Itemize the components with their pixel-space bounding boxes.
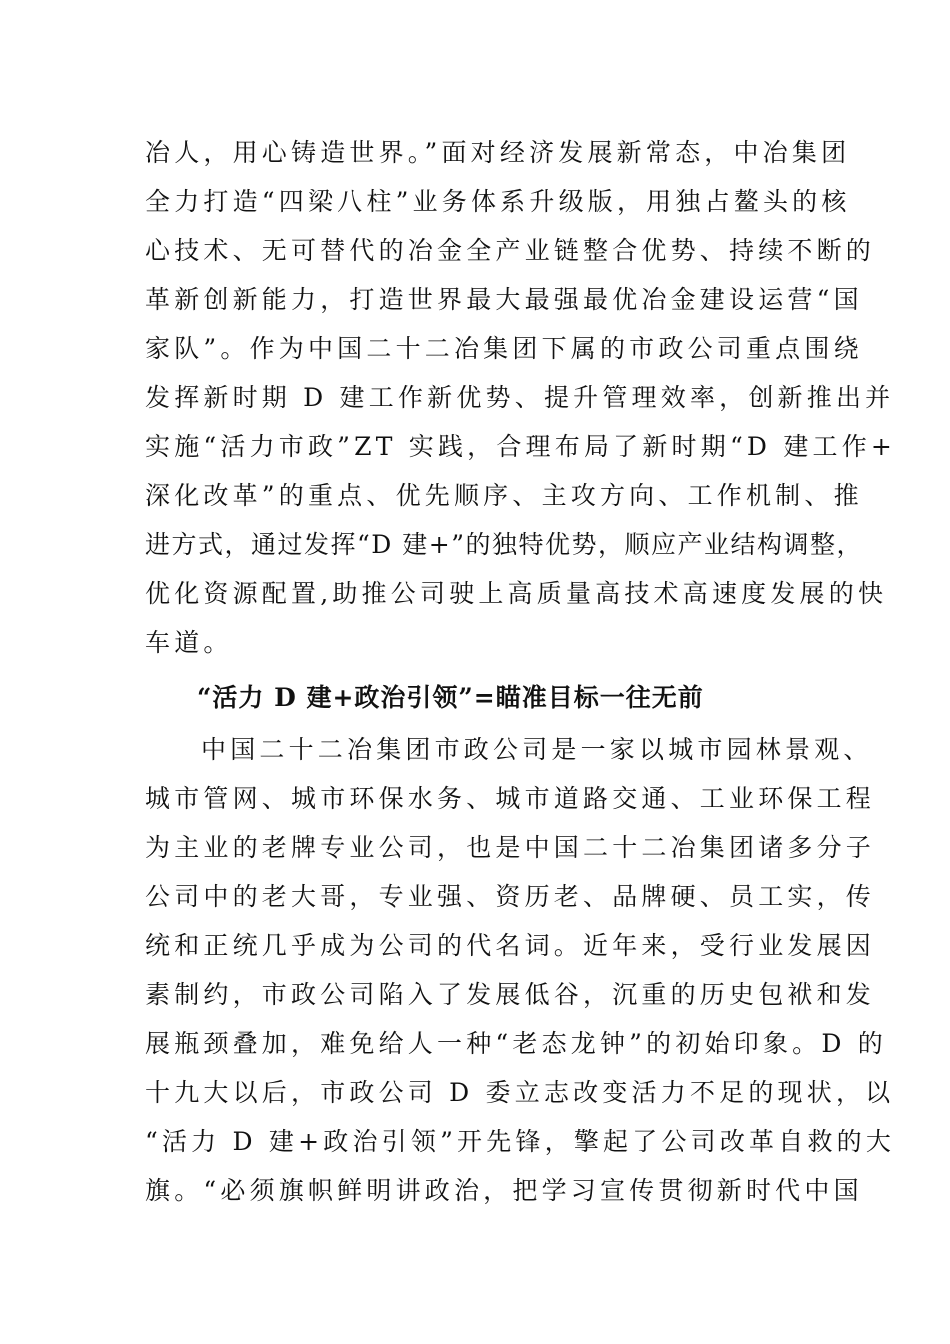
paragraph-1-line: 发挥新时期 D 建工作新优势、提升管理效率，创新推出并 (145, 383, 895, 412)
paragraph-2-line: 素制约，市政公司陷入了发展低谷，沉重的历史包袱和发 (145, 980, 876, 1009)
paragraph-2-line: 中国二十二冶集团市政公司是一家以城市园林景观、 (201, 735, 873, 764)
paragraph-1-line: 革新创新能力，打造世界最大最强最优冶金建设运营“国 (145, 285, 863, 314)
paragraph-2-line: “活力 D 建+政治引领”开先锋，擎起了公司改革自救的大 (145, 1127, 896, 1156)
paragraph-1-line: 车道。 (145, 628, 233, 657)
paragraph-2-line: 为主业的老牌专业公司，也是中国二十二冶集团诸多分子 (145, 833, 876, 862)
paragraph-2-line: 旗。“必须旗帜鲜明讲政治，把学习宣传贯彻新时代中国 (145, 1176, 863, 1205)
paragraph-1-line: 心技术、无可替代的冶金全产业链整合优势、持续不断的 (145, 236, 876, 265)
paragraph-2-line: 十九大以后，市政公司 D 委立志改变活力不足的现状，以 (145, 1078, 895, 1107)
paragraph-2-line: 展瓶颈叠加，难免给人一种“老态龙钟”的初始印象。D 的 (145, 1029, 887, 1058)
paragraph-1-line: 冶人，用心铸造世界。”面对经济发展新常态，中冶集团 (145, 138, 851, 167)
section-heading-block (145, 673, 825, 722)
paragraph-2 (145, 725, 896, 1215)
paragraph-2-line: 公司中的老大哥，专业强、资历老、品牌硬、员工实，传 (145, 882, 876, 911)
paragraph-1-line: 深化改革”的重点、优先顺序、主攻方向、工作机制、推 (145, 481, 863, 510)
section-heading: “活力 D 建+政治引领”=瞄准目标一往无前 (197, 683, 704, 712)
paragraph-1-line: 家队”。作为中国二十二冶集团下属的市政公司重点围绕 (145, 334, 863, 363)
paragraph-1-line: 实施“活力市政”ZT 实践，合理布局了新时期“D 建工作+ (145, 432, 897, 461)
paragraph-2-line: 统和正统几乎成为公司的代名词。近年来，受行业发展因 (145, 931, 876, 960)
paragraph-1 (145, 128, 897, 667)
paragraph-1-line: 全力打造“四梁八柱”业务体系升级版，用独占鳌头的核 (145, 187, 851, 216)
paragraph-1-line: 进方式，通过发挥“D 建+”的独特优势，顺应产业结构调整， (145, 530, 864, 559)
paragraph-1-line: 优化资源配置,助推公司驶上高质量高技术高速度发展的快 (145, 579, 888, 608)
paragraph-2-line: 城市管网、城市环保水务、城市道路交通、工业环保工程 (145, 784, 876, 813)
